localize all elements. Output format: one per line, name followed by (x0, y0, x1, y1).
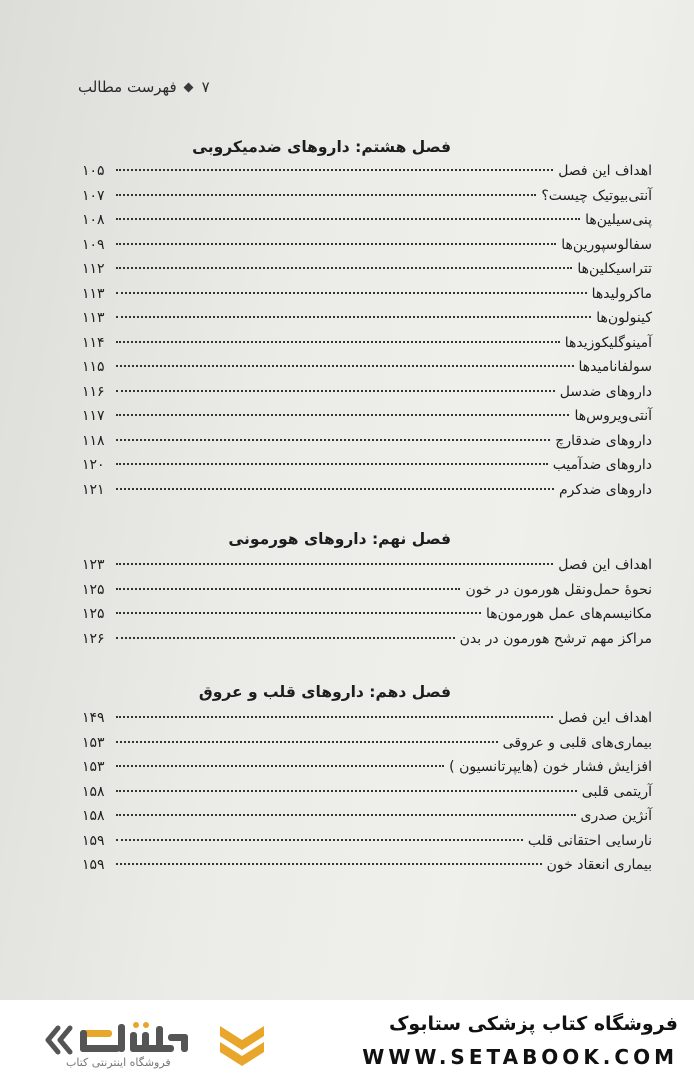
toc-entry-page: ۱۵۹ (82, 832, 105, 849)
toc-entry-page: ۱۱۳ (82, 285, 105, 302)
leader-dots (116, 563, 553, 565)
toc-entry[interactable] (82, 478, 652, 503)
chapter-title: فصل دهم: داروهای قلب و عروق (198, 683, 451, 701)
leader-dots (116, 365, 574, 367)
leader-dots (116, 316, 591, 318)
toc-entry-label: داروهای ضدآمیب (552, 457, 652, 473)
toc-entry-label: آمینوگلیکوزیدها (564, 334, 652, 351)
toc-entry[interactable] (82, 829, 652, 854)
watermark-footer (0, 1000, 694, 1079)
toc-entry-page: ۱۴۹ (82, 710, 105, 726)
toc-entry-label: افزایش فشار خون (هایپرتانسیون ) (449, 759, 652, 775)
toc-entry[interactable] (82, 355, 652, 380)
toc-entry[interactable] (82, 804, 652, 829)
toc-entry-page: ۱۱۶ (82, 383, 105, 400)
toc-entry-page: ۱۲۰ (82, 457, 105, 473)
toc-entry-label: کینولون‌ها (596, 310, 652, 326)
diamond-icon (183, 82, 193, 92)
leader-dots (116, 588, 460, 590)
leader-dots (116, 488, 554, 490)
toc-entry[interactable] (82, 429, 652, 454)
logo-tagline: فروشگاه اینترنتی کتاب (66, 1056, 171, 1069)
toc-entry-label: نارسایی احتقانی قلب (527, 832, 652, 849)
toc-entry-label: آنتی‌ویروس‌ها (574, 408, 652, 424)
toc-entry-label: اهداف این فصل (558, 710, 652, 726)
toc-entry-page: ۱۰۸ (82, 212, 105, 228)
leader-dots (116, 267, 572, 269)
toc-entry-label: اهداف این فصل (558, 163, 652, 179)
toc-entry[interactable] (82, 453, 652, 478)
toc-entry-label: پنی‌سیلین‌ها (585, 212, 652, 228)
leader-dots (116, 765, 444, 767)
toc-entry-page: ۱۵۳ (82, 734, 105, 751)
toc-entry[interactable] (82, 184, 652, 209)
toc-entry-page: ۱۲۵ (82, 606, 105, 622)
toc-entry[interactable] (82, 257, 652, 282)
toc-entry-label: بیماری‌های قلبی و عروقی (502, 734, 652, 751)
toc-entry[interactable] (82, 380, 652, 405)
toc-entry[interactable] (82, 553, 652, 578)
toc-entry-label: نحوهٔ حمل‌ونقل هورمون در خون (465, 581, 652, 598)
toc-entry-label: داروهای ضدسل (559, 383, 652, 400)
toc-entry-page: ۱۲۱ (82, 481, 105, 498)
running-header (78, 78, 618, 96)
leader-dots (116, 292, 587, 294)
toc-entry[interactable] (82, 627, 652, 652)
setabook-logo-icon (44, 1020, 214, 1060)
chevron-logo-icon (218, 1022, 266, 1068)
setabook-logo[interactable] (38, 1018, 268, 1074)
leader-dots (116, 414, 569, 416)
leader-dots (116, 439, 550, 441)
header-title: فهرست مطالب (78, 78, 177, 96)
toc-entry[interactable] (82, 306, 652, 331)
toc-entry-page: ۱۰۵ (82, 163, 105, 179)
toc-entry[interactable] (82, 706, 652, 731)
leader-dots (116, 741, 498, 743)
toc-entry-page: ۱۲۶ (82, 630, 105, 647)
toc-entry[interactable] (82, 578, 652, 603)
shop-name: فروشگاه کتاب پزشکی ستابوک (388, 1013, 678, 1035)
toc-entry-page: ۱۱۳ (82, 310, 105, 326)
toc-entry[interactable] (82, 755, 652, 780)
toc-entry-label: داروهای ضدکرم (559, 481, 652, 498)
leader-dots (116, 612, 481, 614)
toc-entry[interactable] (82, 159, 652, 184)
toc-entry-page: ۱۵۸ (82, 808, 105, 824)
toc-entry-page: ۱۲۵ (82, 581, 105, 598)
chapter-title: فصل نهم: داروهای هورمونی (228, 530, 451, 548)
toc-entry-label: آنژین صدری (580, 808, 652, 824)
toc-entry-label: بیماری انعقاد خون (546, 857, 652, 873)
toc-entry-page: ۱۰۷ (82, 187, 105, 204)
toc-entry-label: آریتمی قلبی (581, 783, 652, 800)
toc-entry-page: ۱۱۵ (82, 359, 105, 375)
toc-entry[interactable] (82, 602, 652, 627)
leader-dots (116, 790, 577, 792)
toc-entry[interactable] (82, 853, 652, 878)
toc-entry-page: ۱۱۷ (82, 408, 105, 424)
toc-entry-label: تتراسیکلین‌ها (577, 261, 652, 277)
toc-entry-label: سفالوسپورین‌ها (561, 236, 652, 253)
toc-entry-page: ۱۱۲ (82, 261, 105, 277)
leader-dots (116, 194, 536, 196)
leader-dots (116, 390, 555, 392)
toc-entry-label: آنتی‌بیوتیک چیست؟ (541, 187, 652, 204)
toc-entry-page: ۱۰۹ (82, 236, 105, 253)
leader-dots (116, 169, 553, 171)
chapter-toc-list (82, 159, 652, 502)
leader-dots (116, 863, 542, 865)
toc-entry-label: سولفانامیدها (578, 359, 652, 375)
toc-entry[interactable] (82, 331, 652, 356)
leader-dots (116, 637, 455, 639)
chapter-toc-list (82, 706, 652, 878)
toc-entry-label: اهداف این فصل (558, 557, 652, 573)
toc-entry[interactable] (82, 282, 652, 307)
shop-url-link[interactable]: WWW.SETABOOK.COM (362, 1045, 678, 1069)
leader-dots (116, 814, 576, 816)
toc-entry-label: مراکز مهم ترشح هورمون در بدن (459, 630, 652, 647)
toc-entry[interactable] (82, 404, 652, 429)
leader-dots (116, 341, 560, 343)
header-page-number: ۷ (201, 78, 210, 96)
toc-entry[interactable] (82, 233, 652, 258)
toc-entry-label: ماکرولیدها (591, 285, 652, 302)
toc-entry-page: ۱۱۴ (82, 334, 105, 351)
toc-entry-page: ۱۵۳ (82, 759, 105, 775)
chapter-toc-list (82, 553, 652, 651)
leader-dots (116, 243, 556, 245)
leader-dots (116, 716, 553, 718)
toc-entry-page: ۱۲۳ (82, 557, 105, 573)
toc-entry[interactable] (82, 731, 652, 756)
toc-entry-page: ۱۱۸ (82, 432, 105, 449)
leader-dots (116, 463, 548, 465)
toc-entry[interactable] (82, 208, 652, 233)
leader-dots (116, 839, 523, 841)
toc-entry-page: ۱۵۹ (82, 857, 105, 873)
leader-dots (116, 218, 580, 220)
toc-entry-label: داروهای ضدقارچ (555, 432, 652, 449)
toc-entry[interactable] (82, 780, 652, 805)
chapter-title: فصل هشتم: داروهای ضدمیکروبی (192, 138, 451, 156)
toc-entry-label: مکانیسم‌های عمل هورمون‌ها (485, 606, 652, 622)
toc-entry-page: ۱۵۸ (82, 783, 105, 800)
